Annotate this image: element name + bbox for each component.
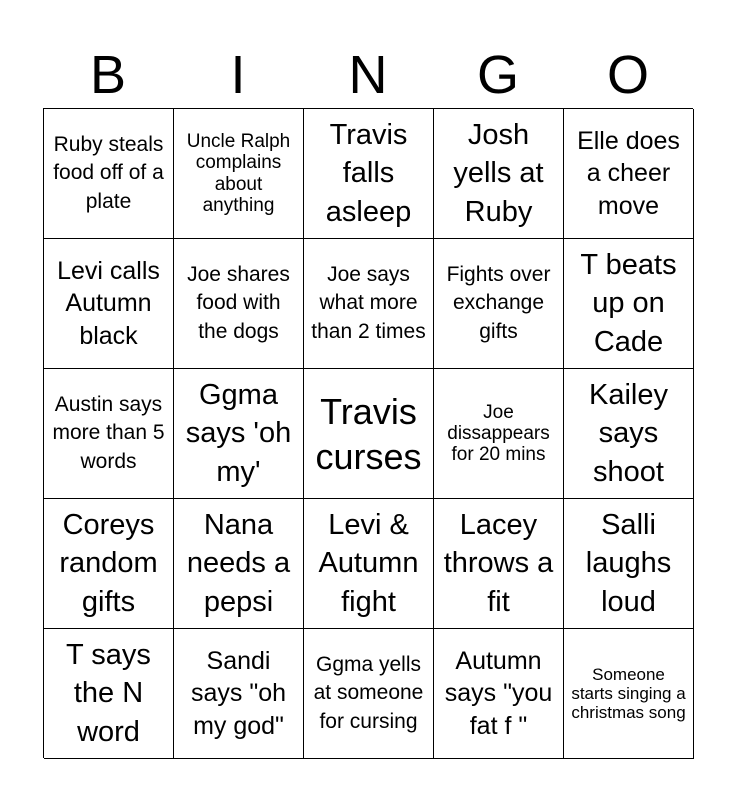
bingo-cell-r4-c3[interactable]: Levi & Autumn fight [304, 499, 434, 629]
bingo-cell-r5-c1[interactable]: T says the N word [44, 629, 174, 759]
bingo-cell-r2-c5[interactable]: T beats up on Cade [564, 239, 694, 369]
bingo-cell-r2-c2[interactable]: Joe shares food with the dogs [174, 239, 304, 369]
bingo-cell-r1-c2[interactable]: Uncle Ralph complains about anything [174, 109, 304, 239]
bingo-cell-r2-c4[interactable]: Fights over exchange gifts [434, 239, 564, 369]
bingo-cell-r3-c4[interactable]: Joe dissappears for 20 mins [434, 369, 564, 499]
bingo-cell-r3-c5[interactable]: Kailey says shoot [564, 369, 694, 499]
bingo-cell-r4-c2[interactable]: Nana needs a pepsi [174, 499, 304, 629]
header-letter-g: G [476, 45, 519, 105]
header-letter-o: O [606, 45, 649, 105]
bingo-cell-r4-c4[interactable]: Lacey throws a fit [434, 499, 564, 629]
bingo-cell-r5-c4[interactable]: Autumn says "you fat f " [434, 629, 564, 759]
bingo-cell-r3-c2[interactable]: Ggma says 'oh my' [174, 369, 304, 499]
bingo-cell-r5-c3[interactable]: Ggma yells at someone for cursing [304, 629, 434, 759]
header-letter-n: N [348, 45, 388, 105]
bingo-cell-r5-c2[interactable]: Sandi says "oh my god" [174, 629, 304, 759]
bingo-cell-r2-c3[interactable]: Joe says what more than 2 times [304, 239, 434, 369]
bingo-cell-r3-c1[interactable]: Austin says more than 5 words [44, 369, 174, 499]
bingo-cell-r4-c5[interactable]: Salli laughs loud [564, 499, 694, 629]
bingo-cell-r5-c5[interactable]: Someone starts singing a christmas song [564, 629, 694, 759]
bingo-cell-r2-c1[interactable]: Levi calls Autumn black [44, 239, 174, 369]
bingo-cell-free-space[interactable]: Travis curses [304, 369, 434, 499]
bingo-cell-r1-c3[interactable]: Travis falls asleep [304, 109, 434, 239]
bingo-cell-r1-c5[interactable]: Elle does a cheer move [564, 109, 694, 239]
bingo-cell-r1-c4[interactable]: Josh yells at Ruby [434, 109, 564, 239]
bingo-cell-r1-c1[interactable]: Ruby steals food off of a plate [44, 109, 174, 239]
header-letter-i: I [230, 45, 246, 105]
bingo-header [43, 42, 693, 108]
header-letter-b: B [89, 45, 127, 105]
bingo-cell-r4-c1[interactable]: Coreys random gifts [44, 499, 174, 629]
bingo-board [43, 108, 693, 758]
